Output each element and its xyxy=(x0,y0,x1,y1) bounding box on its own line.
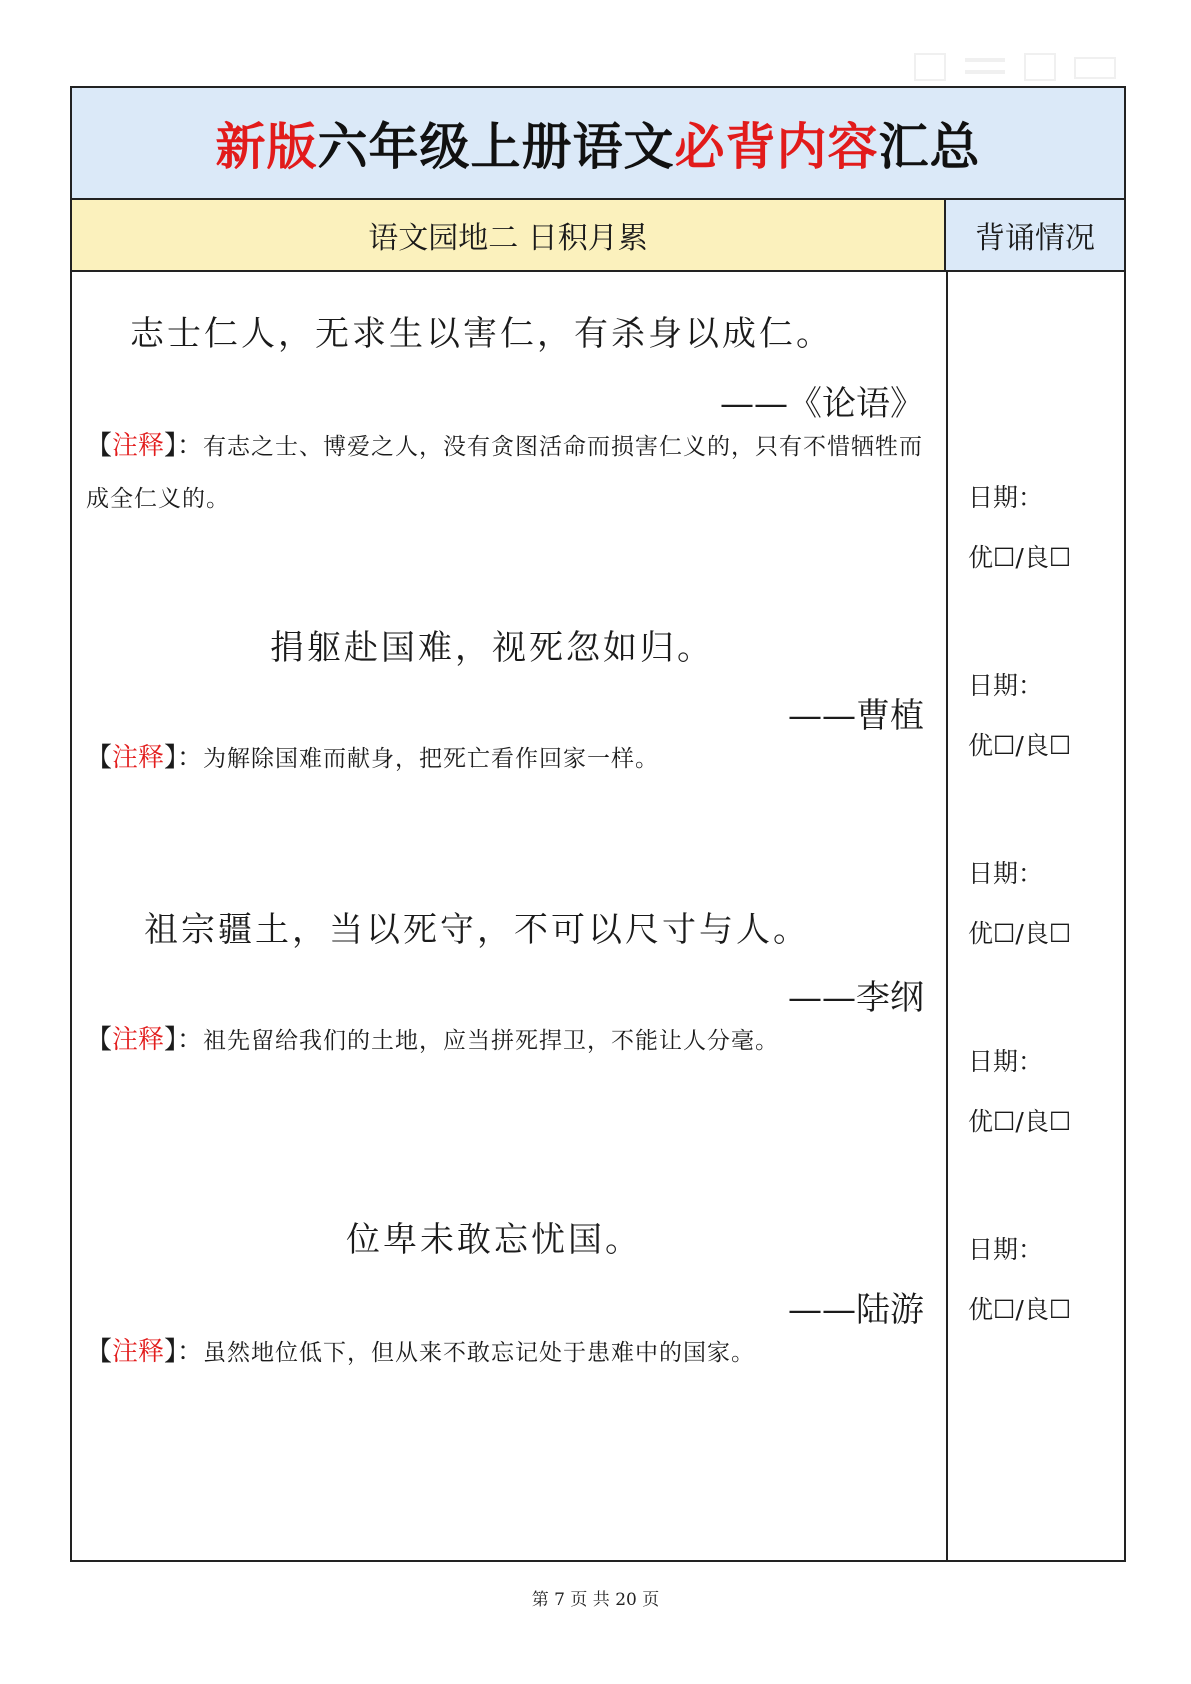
note-text: 祖先留给我们的土地，应当拼死捍卫，不能让人分毫。 xyxy=(203,1028,780,1054)
check-date: 日期： xyxy=(968,671,1044,700)
content-table xyxy=(70,86,1126,1562)
title-part-must: 必背内容 xyxy=(674,118,879,176)
entry-quote: 捐躯赴国难，视死忽如归。 xyxy=(270,628,714,668)
table-body xyxy=(72,272,1124,1560)
check-grade[interactable]: 优☐/良☐ xyxy=(968,1295,1072,1324)
entry-quote: 位卑未敢忘忧国。 xyxy=(346,1220,642,1260)
note-label: 注释 xyxy=(112,1025,165,1055)
check-block-5 xyxy=(968,1220,1071,1340)
entry-source: ——李纲 xyxy=(788,978,924,1018)
header-row xyxy=(72,200,1124,272)
entry-note xyxy=(86,1326,932,1379)
check-block-3 xyxy=(968,844,1071,964)
title-bar xyxy=(72,88,1124,200)
note-bracket-open: 【 xyxy=(86,743,113,773)
check-block-2 xyxy=(968,656,1071,776)
check-date: 日期： xyxy=(968,1047,1044,1076)
entry-source: ——曹植 xyxy=(788,696,924,736)
entry-2 xyxy=(72,612,946,832)
title-part-grade: 六年级上册语文 xyxy=(317,118,675,176)
column-divider xyxy=(946,272,948,1560)
entry-note xyxy=(86,1014,932,1067)
note-bracket-close: 】： xyxy=(164,1337,204,1367)
page-title xyxy=(216,107,981,179)
entry-1 xyxy=(72,272,946,572)
note-bracket-open: 【 xyxy=(86,1025,113,1055)
check-grade[interactable]: 优☐/良☐ xyxy=(968,731,1072,760)
entry-source: ——《论语》 xyxy=(720,384,924,424)
entry-quote: 志士仁人，无求生以害仁，有杀身以成仁。 xyxy=(130,314,833,354)
check-grade[interactable]: 优☐/良☐ xyxy=(968,919,1072,948)
note-bracket-close: 】： xyxy=(164,743,204,773)
entry-note xyxy=(86,420,932,525)
entry-note xyxy=(86,732,932,785)
title-part-new: 新版 xyxy=(215,118,318,176)
check-block-1 xyxy=(968,468,1071,588)
check-date: 日期： xyxy=(968,859,1044,888)
check-date: 日期： xyxy=(968,483,1044,512)
note-bracket-close: 】： xyxy=(164,1025,204,1055)
status-heading: 背诵情况 xyxy=(946,200,1124,270)
entry-quote: 祖宗疆土，当以死守，不可以尺寸与人。 xyxy=(144,910,810,950)
note-label: 注释 xyxy=(112,431,165,461)
note-label: 注释 xyxy=(112,1337,165,1367)
note-text: 为解除国难而献身，把死亡看作回家一样。 xyxy=(203,746,660,772)
page-number: 第 7 页 共 20 页 xyxy=(531,1590,660,1610)
note-bracket-open: 【 xyxy=(86,431,113,461)
note-bracket-open: 【 xyxy=(86,1337,113,1367)
note-label: 注释 xyxy=(112,743,165,773)
title-part-summary: 汇总 xyxy=(878,118,981,176)
section-heading: 语文园地二 日积月累 xyxy=(72,200,946,270)
entry-3 xyxy=(72,892,946,1112)
entry-4 xyxy=(72,1204,946,1424)
check-date: 日期： xyxy=(968,1235,1044,1264)
check-grade[interactable]: 优☐/良☐ xyxy=(968,543,1072,572)
note-text: 虽然地位低下，但从来不敢忘记处于患难中的国家。 xyxy=(203,1340,756,1366)
note-bracket-close: 】： xyxy=(164,431,204,461)
check-block-4 xyxy=(968,1032,1071,1152)
watermark-logo xyxy=(905,48,1125,88)
entry-source: ——陆游 xyxy=(788,1290,924,1330)
check-grade[interactable]: 优☐/良☐ xyxy=(968,1107,1072,1136)
note-text: 有志之士、博爱之人，没有贪图活命而损害仁义的，只有不惜牺牲而成全仁义的。 xyxy=(86,434,924,512)
